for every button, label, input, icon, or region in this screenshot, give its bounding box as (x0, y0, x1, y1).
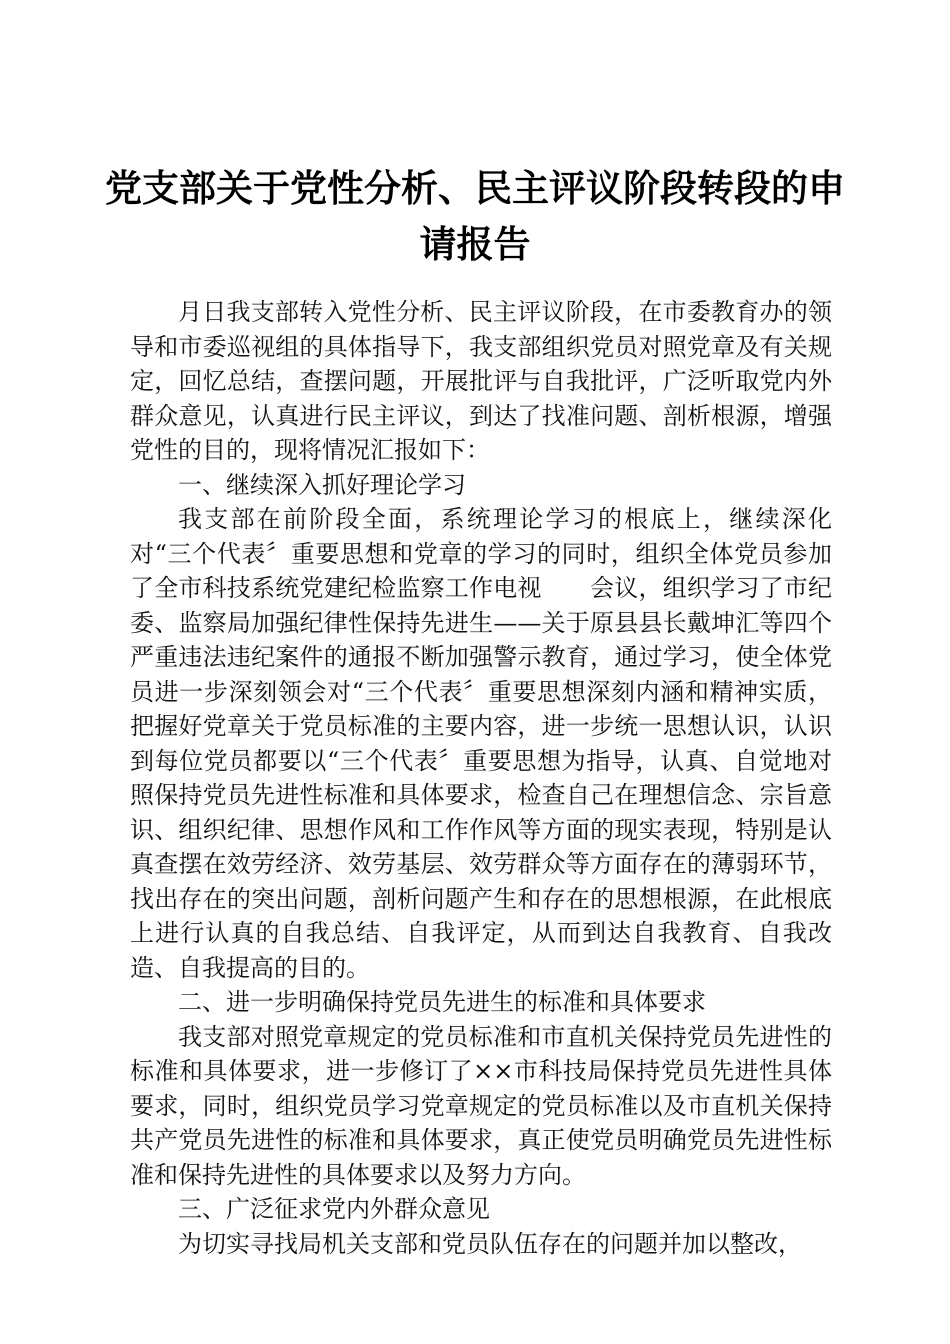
paragraph-section-3: 为切实寻找局机关支部和党员队伍存在的问题并加以整改， (178, 1229, 802, 1258)
paragraph-section-2: 我支部对照党章规定的党员标准和市直机关保持党员先进性的标准和具体要求，进一步修订了××市科技局保持党员先进性具体要求，同时，组织党员学习党章规定的党员标准以及市直机关保持共产党员先进性的标准和具体要求，真正使党员明确党员先进性标准和保持先进性的具体要求以及努力方向。 (130, 1022, 832, 1189)
document-body (130, 295, 832, 1261)
paragraph-section-1: 我支部在前阶段全面，系统理论学习的根底上，继续深化对“三个代表〞重要思想和党章的学习的同时，组织全体党员参加了全市科技系统党建纪检监察工作电视 会议，组织学习了市纪委、监察局加强纪律性保持先进生——关于原县县长戴坤汇等四个严重违法违纪案件的通报不断加强警示教育，通过学习，使全体党员进一步深刻领会对“三个代表〞重要思想深刻内涵和精神实质，把握好党章关于党员标准的主要内容，进一步统一思想认识，认识到每位党员都要以“三个代表〞重要思想为指导，认真、自觉地对照保持党员先进性标准和具体要求，检查自己在理想信念、宗旨意识、组织纪律、思想作风和工作作风等方面的现实表现，特别是认真查摆在效劳经济、效劳基层、效劳群众等方面存在的薄弱环节，找出存在的突出问题，剖析问题产生和存在的思想根源，在此根底上进行认真的自我总结、自我评定，从而到达自我教育、自我改造、自我提高的目的。 (130, 505, 832, 982)
section-heading-3: 三、广泛征求党内外群众意见 (178, 1195, 490, 1223)
section-heading-1: 一、继续深入抓好理论学习 (178, 470, 466, 499)
paragraph-intro: 月日我支部转入党性分析、民主评议阶段，在市委教育办的领导和市委巡视组的具体指导下，我支部组织党员对照党章及有关规定，回忆总结，查摆问题，开展批评与自我批评，广泛听取党内外群众意见，认真进行民主评议，到达了找准问题、剖析根源，增强党性的目的，现将情况汇报如下： (130, 298, 832, 464)
section-heading-2: 二、进一步明确保持党员先进生的标准和具体要求 (178, 988, 706, 1016)
document-title: 党支部关于党性分析、民主评议阶段转段的申请报告 (105, 166, 845, 266)
